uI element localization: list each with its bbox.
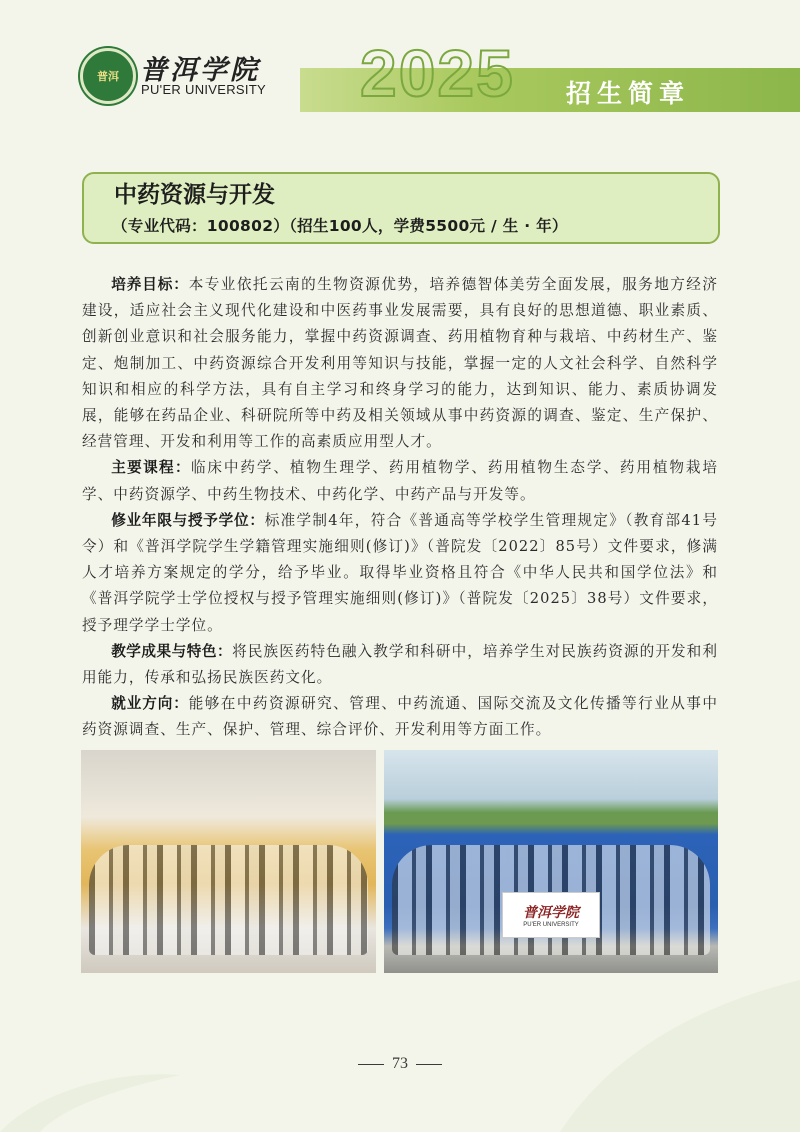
- section-teaching-features: [82, 639, 718, 691]
- section-label: 就业方向：: [111, 695, 189, 713]
- section-career: [82, 691, 718, 743]
- group-of-students: [89, 845, 368, 955]
- section-main-courses: [82, 455, 718, 507]
- page-header: [0, 0, 800, 120]
- section-study-length-degree: [82, 508, 718, 639]
- section-label: 教学成果与特色：: [111, 642, 233, 660]
- university-name-en: PU'ER UNIVERSITY: [141, 82, 267, 97]
- photo-students-exhibition: [81, 750, 376, 973]
- section-text: 本专业依托云南的生物资源优势，培养德智体美劳全面发展，服务地方经济建设，适应社会主义现代化建设和中医药事业发展需要，具有良好的思想道德、职业素质、创新创业意识和社会服务能力，掌握中药资源调查、药用植物育种与栽培、中药材生产、鉴定、炮制加工、中药资源综合开发利用等知识与技能，掌握一定的人文社会科学、自然科学知识和相应的科学方法，具有自主学习和终身学习的能力，达到知识、能力、素质协调发展，能够在药品企业、科研院所等中药及相关领域从事中药资源的调查、鉴定、生产保护、经营管理、开发和利用等工作的高素质应用型人才。: [82, 276, 718, 451]
- university-name-cn: 普洱学院: [140, 55, 260, 86]
- year-outline-text: 2025: [360, 36, 515, 110]
- section-training-goal: [82, 272, 718, 455]
- major-description: [82, 272, 718, 744]
- section-label: 修业年限与授予学位：: [111, 511, 265, 529]
- major-title: 中药资源与开发: [114, 182, 275, 208]
- university-seal-icon: 普洱: [80, 48, 136, 104]
- page-number: 73: [0, 1055, 800, 1073]
- brochure-title: 招生简章: [566, 79, 691, 108]
- section-text: 将民族医药特色融入教学和科研中，培养学生对民族药资源的开发和利用能力，传承和弘扬民族医药文化。: [82, 642, 718, 687]
- section-label: 主要课程：: [111, 459, 191, 477]
- photo-competition-team: [384, 750, 718, 973]
- dash-right: [416, 1064, 442, 1065]
- dash-left: [358, 1064, 384, 1065]
- major-subtitle: （专业代码：100802）（招生100人，学费5500元 / 生 · 年）: [112, 217, 568, 235]
- section-text: 标准学制4年，符合《普通高等学校学生管理规定》（教育部41号令）和《普洱学院学生学籍管理实施细则(修订)》（普院发〔2022〕85号）文件要求，修满人才培养方案规定的学分，给予毕业。取得毕业资格且符合《中华人民共和国学位法》和《普洱学院学士学位授权与授予管理实施细则(修订)》（普院发〔2025〕38号）文件要求，授予理学学士学位。: [82, 511, 718, 634]
- section-text: 临床中药学、植物生理学、药用植物学、药用植物生态学、药用植物栽培学、中药资源学、中药生物技术、中药化学、中药产品与开发等。: [82, 459, 718, 503]
- section-label: 培养目标：: [111, 276, 189, 293]
- university-banner: 普洱学院 PU'ER UNIVERSITY: [502, 892, 600, 938]
- section-text: 能够在中药资源研究、管理、中药流通、国际交流及文化传播等行业从事中药资源调查、生产、保护、管理、综合评价、开发利用等方面工作。: [82, 695, 718, 739]
